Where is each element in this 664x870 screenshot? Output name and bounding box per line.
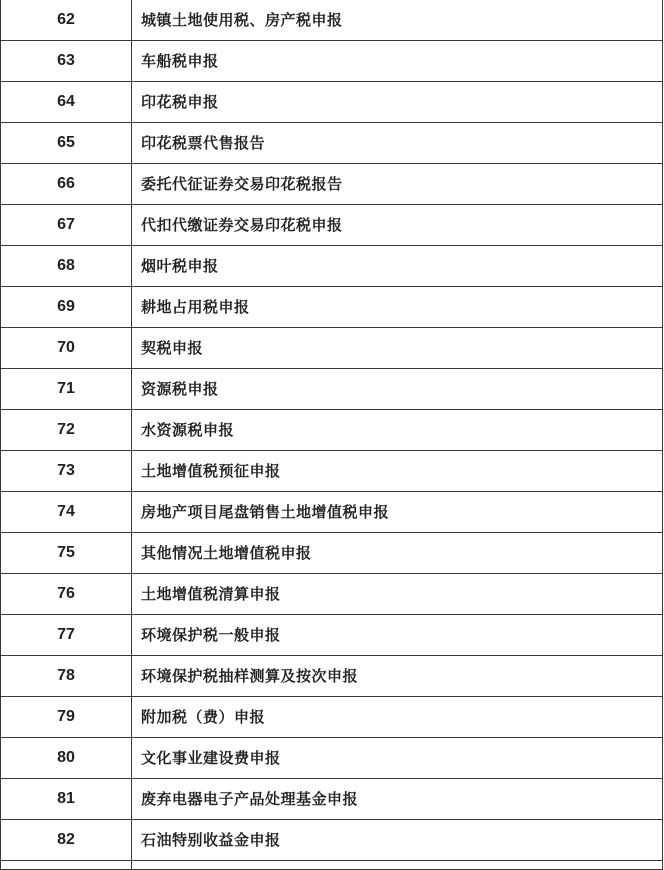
tax-item-name-cell: 水资源税申报 (132, 410, 663, 451)
tax-item-name-cell: 文化事业建设费申报 (132, 738, 663, 779)
row-number-cell: 75 (1, 533, 132, 574)
row-number-cell: 65 (1, 123, 132, 164)
tax-item-name-cell: 资源税申报 (132, 369, 663, 410)
table-row (1, 451, 663, 492)
table-row (1, 615, 663, 656)
tax-item-name-cell: 废弃电器电子产品处理基金申报 (132, 779, 663, 820)
row-number-cell: 79 (1, 697, 132, 738)
tax-item-name-cell: 土地增值税清算申报 (132, 574, 663, 615)
tax-item-name-cell: 委托代征证券交易印花税报告 (132, 164, 663, 205)
tax-item-name-cell: 耕地占用税申报 (132, 287, 663, 328)
tax-item-name-cell: 环境保护税抽样测算及按次申报 (132, 656, 663, 697)
tax-item-name-cell: 车船税申报 (132, 41, 663, 82)
table-row (1, 738, 663, 779)
table-row (1, 533, 663, 574)
row-number-cell: 73 (1, 451, 132, 492)
table-row (1, 41, 663, 82)
tax-item-name-cell: 契税申报 (132, 328, 663, 369)
row-number-cell: 80 (1, 738, 132, 779)
table-row (1, 697, 663, 738)
table-row (1, 0, 663, 41)
table-row (1, 164, 663, 205)
table-row (1, 779, 663, 820)
tax-item-name-cell: 石油特别收益金申报 (132, 820, 663, 861)
table-row (1, 246, 663, 287)
tax-item-name-cell: 其他情况土地增值税申报 (132, 533, 663, 574)
row-number-cell: 66 (1, 164, 132, 205)
tax-item-name-cell: 房地产项目尾盘销售土地增值税申报 (132, 492, 663, 533)
table-row (1, 205, 663, 246)
row-number-cell: 67 (1, 205, 132, 246)
table-row (1, 492, 663, 533)
tax-item-name-cell: 烟叶税申报 (132, 246, 663, 287)
row-number-cell: 68 (1, 246, 132, 287)
row-number-cell: 76 (1, 574, 132, 615)
table-row (1, 656, 663, 697)
table-row (1, 123, 663, 164)
table-row (1, 287, 663, 328)
row-number-cell: 81 (1, 779, 132, 820)
tax-item-name-cell: 城镇土地使用税、房产税申报 (132, 0, 663, 41)
table-row-partial (1, 861, 663, 870)
table-row (1, 820, 663, 861)
tax-item-name-cell: 环境保护税一般申报 (132, 615, 663, 656)
tax-item-name-cell: 附加税（费）申报 (132, 697, 663, 738)
row-number-cell: 77 (1, 615, 132, 656)
table-body (1, 0, 663, 870)
row-number-cell: 63 (1, 41, 132, 82)
table-row (1, 369, 663, 410)
tax-item-name-cell (132, 861, 663, 870)
tax-item-name-cell: 土地增值税预征申报 (132, 451, 663, 492)
row-number-cell: 62 (1, 0, 132, 41)
row-number-cell: 71 (1, 369, 132, 410)
row-number-cell: 69 (1, 287, 132, 328)
row-number-cell: 78 (1, 656, 132, 697)
table-row (1, 574, 663, 615)
row-number-cell (1, 861, 132, 870)
tax-item-name-cell: 代扣代缴证券交易印花税申报 (132, 205, 663, 246)
row-number-cell: 82 (1, 820, 132, 861)
tax-item-name-cell: 印花税票代售报告 (132, 123, 663, 164)
table-row (1, 328, 663, 369)
tax-item-name-cell: 印花税申报 (132, 82, 663, 123)
table-row (1, 82, 663, 123)
row-number-cell: 64 (1, 82, 132, 123)
row-number-cell: 74 (1, 492, 132, 533)
row-number-cell: 70 (1, 328, 132, 369)
table-row (1, 410, 663, 451)
row-number-cell: 72 (1, 410, 132, 451)
